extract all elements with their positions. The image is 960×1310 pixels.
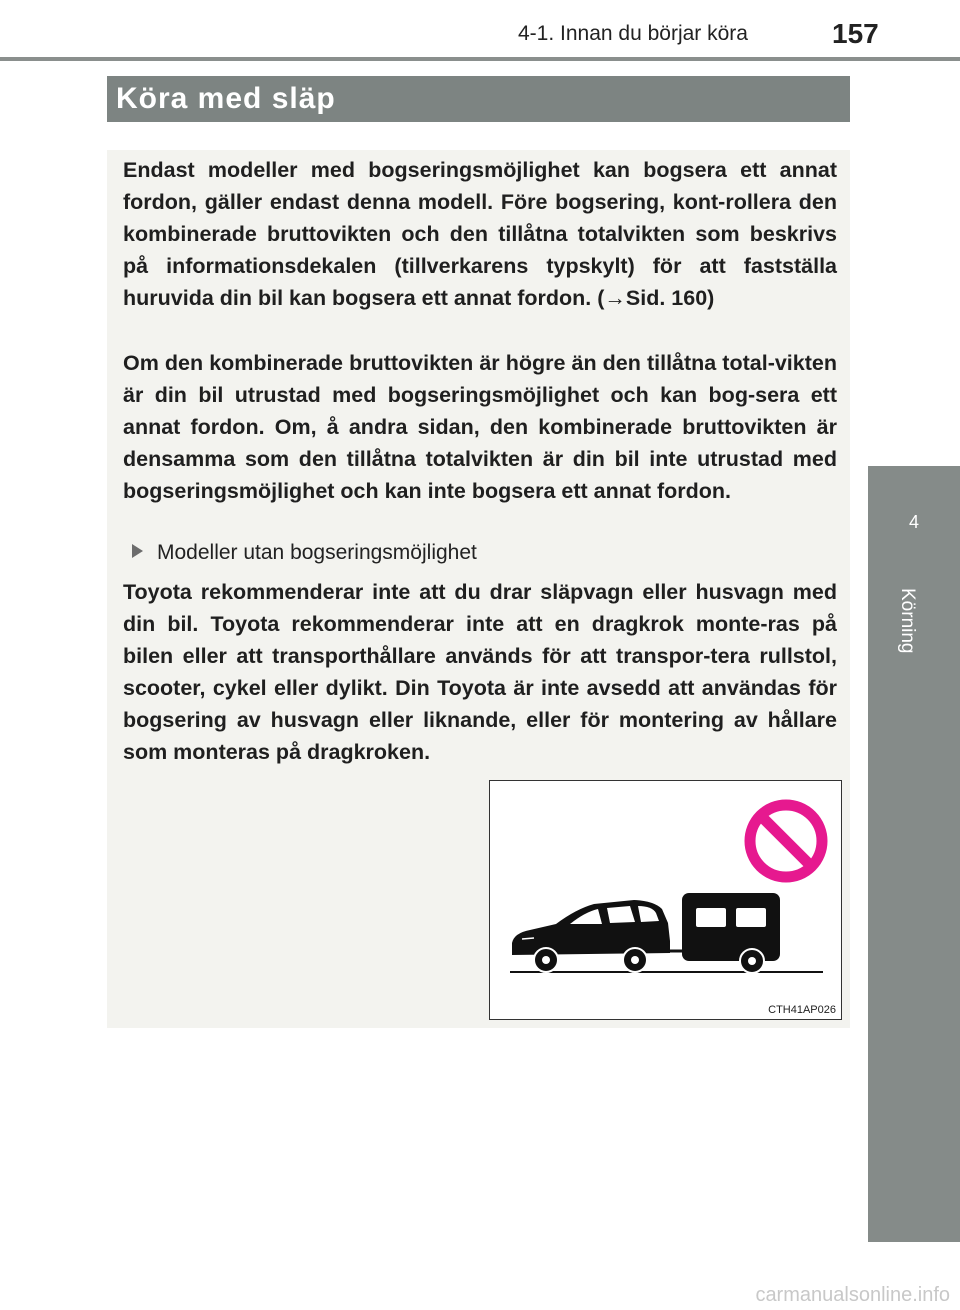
no-towing-drawing: [490, 781, 841, 1019]
page-number: 157: [832, 18, 879, 49]
bullet-item: [132, 541, 477, 565]
bullet-label: Modeller utan bogseringsmöjlighet: [157, 541, 477, 564]
paragraph-toyota-recommendation: Toyota rekommenderar inte att du drar släpvagn eller husvagn med din bil. Toyota rekommenderar inte att en dragkrok monte-ras på bilen eller att transporthållare används för att transpor-tera rullstol, scooter, cykel eller dylikt. Din Toyota är inte avsedd att användas för bogsering av husvagn eller liknande, eller för montering av hållare som monteras på dragkroken.: [123, 580, 837, 764]
prohibition-icon: [750, 805, 822, 877]
header-section-title: 4-1. Innan du börjar köra: [518, 22, 748, 45]
figure-code: CTH41AP026: [768, 1004, 836, 1016]
chapter-label: Körning: [897, 588, 918, 654]
car-icon: [512, 900, 670, 972]
no-towing-illustration: [489, 780, 842, 1020]
chapter-side-tab: [868, 466, 960, 1242]
watermark: carmanualsonline.info: [755, 1284, 950, 1306]
paragraph-towing-capability: Endast modeller med bogseringsmöjlighet kan bogsera ett annat fordon, gäller endast denna modell. Före bogsering, kont-rollera den kombinerade bruttovikten och den tillåtna totalvikten som beskrivs på informationsdekalen (tillverkarens typskylt) för att fastställa huruvida din bil kan bogsera ett annat fordon. (→Sid. 160): [123, 158, 837, 310]
paragraph-weight-comparison: Om den kombinerade bruttovikten är högre än den tillåtna total-vikten är din bil utrustad med bogseringsmöjlighet och kan bog-sera ett annat fordon. Om, å andra sidan, den kombinerade bruttovikten är densamma som den tillåtna totalvikten är din bil inte utrustad med bogseringsmöjlighet och kan inte bogsera ett annat fordon.: [123, 351, 837, 503]
section-title: Köra med släp: [116, 82, 336, 115]
triangle-bullet-icon: [132, 544, 143, 558]
chapter-number: 4: [908, 512, 919, 532]
caravan-icon: [666, 893, 780, 973]
header-divider: [0, 57, 960, 61]
